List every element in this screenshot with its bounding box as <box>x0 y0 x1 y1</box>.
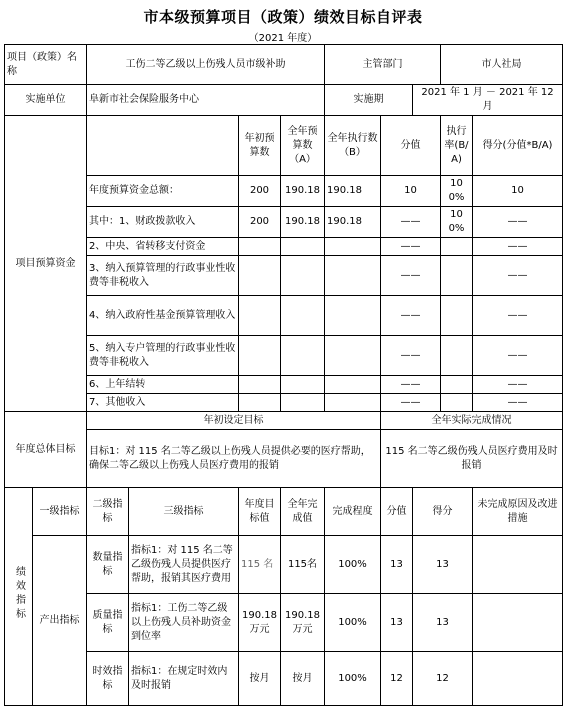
page-subtitle: （2021 年度） <box>248 33 318 44</box>
annual-goal-header-row <box>5 412 563 430</box>
col-annual-exec: 全年执行数（B） <box>325 116 381 176</box>
indicator-row: 时效指标 指标1：在规定时效内及时报销 按月 按月 100% 12 12 <box>5 652 563 706</box>
project-row <box>5 45 563 85</box>
period-value: 2021 年 1 月 － 2021 年 12 月 <box>413 85 563 116</box>
budget-row: 4、纳入政府性基金预算管理收入 —— —— <box>5 296 563 336</box>
unit-row <box>5 85 563 116</box>
col-level1: 一级指标 <box>33 488 87 536</box>
indicator-row: 产出指标 数量指标 指标1：对 115 名二等乙级伤残人员提供医疗帮助，报销其医疗费用 115 名 115名 100% 13 13 <box>5 536 563 594</box>
indicator-header-row <box>5 488 563 536</box>
annual-goal-row <box>5 430 563 488</box>
unit-label: 实施单位 <box>5 85 87 116</box>
budget-row: 3、纳入预算管理的行政事业性收费等非税收入 —— —— <box>5 256 563 296</box>
budget-header-row <box>5 116 563 176</box>
period-label: 实施期 <box>325 85 413 116</box>
col-level2: 二级指标 <box>87 488 129 536</box>
planned-goal-text: 目标1：对 115 名二等乙级以上伤残人员提供必要的医疗帮助，确保二等乙级以上伤残人员医疗费用的报销 <box>87 430 381 488</box>
unit-value: 阜新市社会保险服务中心 <box>87 85 325 116</box>
col-annual-budget: 全年预算数（A） <box>281 116 325 176</box>
col-budget-score: 得分(分值*B/A) <box>473 116 563 176</box>
budget-row: 5、纳入专户管理的行政事业性收费等非税收入 —— —— <box>5 336 563 376</box>
actual-goal-header: 全年实际完成情况 <box>381 412 563 430</box>
col-score: 得分 <box>413 488 473 536</box>
project-label: 项目（政策）名称 <box>5 45 87 85</box>
page-title: 市本级预算项目（政策）绩效目标自评表 <box>143 8 423 26</box>
col-target: 年度目标值 <box>239 488 281 536</box>
col-initial-budget: 年初预算数 <box>239 116 281 176</box>
budget-row: 7、其他收入 —— —— <box>5 394 563 412</box>
dept-label: 主管部门 <box>325 45 441 85</box>
project-name: 工伤二等乙级以上伤残人员市级补助 <box>87 45 325 85</box>
planned-goal-header: 年初设定目标 <box>87 412 381 430</box>
budget-row: 6、上年结转 —— —— <box>5 376 563 394</box>
col-degree: 完成程度 <box>325 488 381 536</box>
level1-output: 产出指标 <box>33 536 87 706</box>
col-weight: 分值 <box>381 488 413 536</box>
annual-goal-label: 年度总体目标 <box>5 412 87 488</box>
budget-row: 2、中央、省转移支付资金 —— —— <box>5 238 563 256</box>
budget-section-label: 项目预算资金 <box>5 116 87 412</box>
col-exec-rate: 执行率(B/A) <box>441 116 473 176</box>
col-level3: 三级指标 <box>129 488 239 536</box>
budget-row: 年度预算资金总额： 200 190.18 190.18 10 100% 10 <box>5 176 563 207</box>
evaluation-table <box>4 44 563 706</box>
dept-value: 市人社局 <box>441 45 563 85</box>
col-actual: 全年完成值 <box>281 488 325 536</box>
actual-goal-text: 115 名二等乙级伤残人员医疗费用及时报销 <box>381 430 563 488</box>
col-reason: 未完成原因及改进措施 <box>473 488 563 536</box>
indicator-row: 质量指标 指标1：工伤二等乙级以上伤残人员补助资金到位率 190.18 万元 190.18 万元 100% 13 13 <box>5 594 563 652</box>
indicator-section-label: 绩效指标 <box>5 488 33 706</box>
budget-row: 其中：1、财政拨款收入 200 190.18 190.18 —— 100% —— <box>5 207 563 238</box>
col-budget-weight: 分值 <box>381 116 441 176</box>
